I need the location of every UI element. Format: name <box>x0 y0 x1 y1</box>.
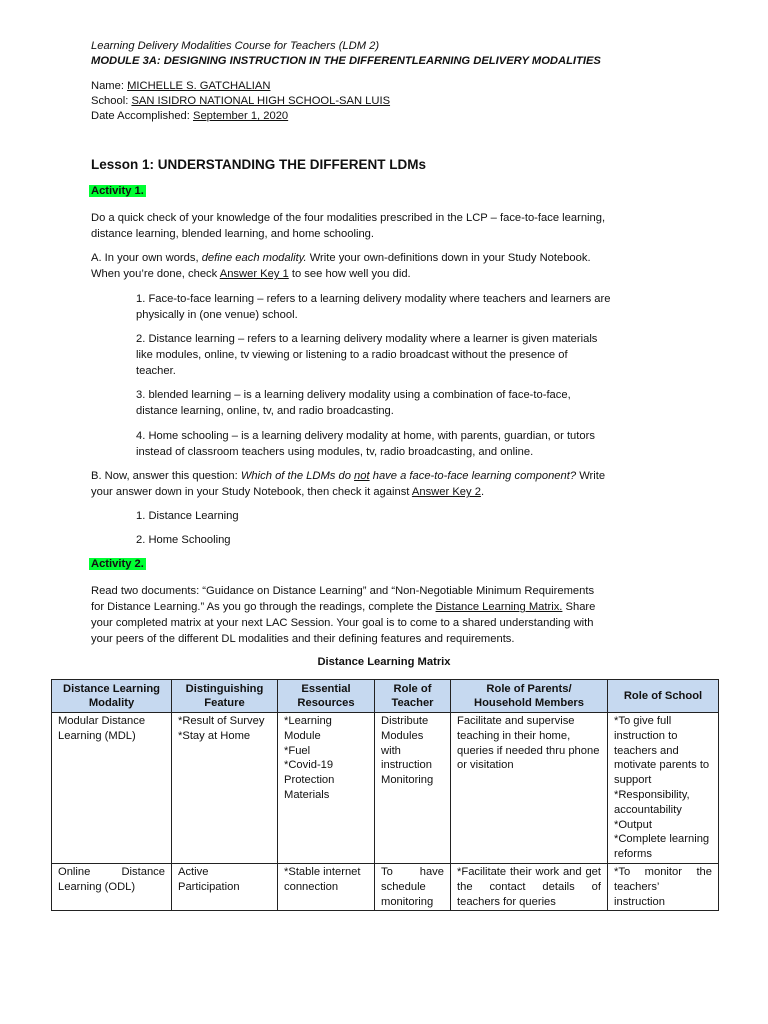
header-feature: Distinguishing Feature <box>172 680 278 713</box>
name-value: MICHELLE S. GATCHALIAN <box>127 80 271 92</box>
name-label: Name: <box>91 80 124 92</box>
cell-resources: *Stable internet connection <box>278 863 375 910</box>
activity1-intro-line2: distance learning, blended learning, and home schooling. <box>91 228 374 240</box>
school-label: School: <box>91 95 129 107</box>
definition-2-line2: like modules, online, tv viewing or listening to a radio broadcast without the presence of <box>136 349 568 361</box>
module-title: MODULE 3A: DESIGNING INSTRUCTION IN THE DIFFERENTLEARNING DELIVERY MODALITIES <box>91 55 601 67</box>
definition-2-line3: teacher. <box>136 365 176 377</box>
answer-1: 1. Distance Learning <box>136 510 239 522</box>
definition-4-line2: instead of classroom teachers using modules, tv, radio broadcasting, and online. <box>136 446 534 458</box>
matrix-header-row <box>52 680 719 713</box>
cell-parents: Facilitate and supervise teaching in their home, queries if needed thru phone or visitation <box>451 713 608 864</box>
cell-modality: Modular Distance Learning (MDL) <box>52 713 172 864</box>
activity2-line3: your completed matrix at your next LAC Session. Your goal is to come to a shared understanding with <box>91 617 594 629</box>
answer-key-1-link[interactable]: Answer Key 1 <box>219 268 289 280</box>
cell-resources <box>278 713 375 864</box>
definition-1 <box>136 291 610 323</box>
part-b-line2-pre: your answer down in your Study Notebook, then check it against <box>91 486 412 498</box>
date-value: September 1, 2020 <box>192 110 289 122</box>
header-school: Role of School <box>608 680 719 713</box>
date-line <box>91 110 288 122</box>
answer-2: 2. Home Schooling <box>136 534 231 546</box>
definition-3-line1: 3. blended learning – is a learning delivery modality using a combination of face-to-face, <box>136 389 571 401</box>
lesson-title: Lesson 1: UNDERSTANDING THE DIFFERENT LDMs <box>91 157 427 172</box>
part-a-line2-pre: When you’re done, check <box>91 268 220 280</box>
activity2-label-wrap <box>89 558 146 570</box>
distance-learning-matrix-link[interactable]: Distance Learning Matrix. <box>435 601 563 613</box>
cell-school: *To monitor the teachers’ instruction <box>608 863 719 910</box>
date-label: Date Accomplished: <box>91 110 190 122</box>
cell-teacher: Distribute Modules with instruction Monitoring <box>375 713 451 864</box>
cell-parents: *Facilitate their work and get the contact details of teachers for queries <box>451 863 608 910</box>
header-resources: Essential Resources <box>278 680 375 713</box>
cell-feature-text: *Result of Survey *Stay at Home <box>178 715 265 742</box>
part-b-italic-not: not <box>354 470 370 482</box>
header-modality: Distance Learning Modality <box>52 680 172 713</box>
activity2-instructions <box>91 583 595 647</box>
cell-school <box>608 713 719 864</box>
cell-resources-text: *Learning Module *Fuel *Covid-19 Protection Materials <box>284 715 335 801</box>
activity1-intro-line1: Do a quick check of your knowledge of the four modalities prescribed in the LCP – face-to-face learning, <box>91 212 606 224</box>
activity1-label: Activity 1. <box>91 185 144 197</box>
definition-2 <box>136 331 597 379</box>
cell-teacher: To have schedule monitoring <box>375 863 451 910</box>
definition-3-line2: distance learning, online, tv, and radio broadcasting. <box>136 405 394 417</box>
activity2-line2-pre: for Distance Learning.” As you go through the readings, complete the <box>91 601 436 613</box>
cell-modality: Online Distance Learning (ODL) <box>52 863 172 910</box>
name-line <box>91 80 270 92</box>
part-b-italic-pre: Which of the LDMs do <box>240 470 355 482</box>
part-a-prefix: A. In your own words, <box>91 252 202 264</box>
matrix-title: Distance Learning Matrix <box>317 656 451 668</box>
course-title: Learning Delivery Modalities Course for Teachers (LDM 2) <box>91 40 380 52</box>
definition-3 <box>136 387 571 419</box>
definition-1-line1: 1. Face-to-face learning – refers to a learning delivery modality where teachers and learners are <box>136 293 611 305</box>
definition-2-line1: 2. Distance learning – refers to a learning delivery modality where a learner is given materials <box>136 333 598 345</box>
activity1-intro <box>91 210 605 242</box>
part-b-line2-post: . <box>480 486 485 498</box>
part-b <box>91 468 605 500</box>
part-a-italic: define each modality. <box>201 252 307 264</box>
cell-feature <box>172 713 278 864</box>
header-parents: Role of Parents/ Household Members <box>451 680 608 713</box>
activity1-label-wrap <box>89 185 146 197</box>
answer-key-2-link[interactable]: Answer Key 2 <box>411 486 481 498</box>
table-row <box>52 863 719 910</box>
definition-4 <box>136 428 595 460</box>
activity2-line1: Read two documents: “Guidance on Distance Learning” and “Non-Negotiable Minimum Requirements <box>91 585 595 597</box>
activity2-label: Activity 2. <box>91 558 144 570</box>
part-a-rest: Write your own-definitions down in your Study Notebook. <box>306 252 591 264</box>
part-b-rest: Write <box>576 470 606 482</box>
header-teacher: Role of Teacher <box>375 680 451 713</box>
part-a <box>91 250 591 282</box>
distance-learning-matrix <box>51 679 719 911</box>
school-value: SAN ISIDRO NATIONAL HIGH SCHOOL-SAN LUIS <box>131 95 391 107</box>
part-b-prefix: B. Now, answer this question: <box>91 470 241 482</box>
part-a-line2-post: to see how well you did. <box>288 268 411 280</box>
cell-feature: Active Participation <box>172 863 278 910</box>
definition-1-line2: physically in (one venue) school. <box>136 309 298 321</box>
cell-school-text: *To give full instruction to teachers and motivate parents to support *Responsibility, accountability *Output *Complete learning reforms <box>614 715 710 861</box>
definition-4-line1: 4. Home schooling – is a learning delivery modality at home, with parents, guardian, or tutors <box>136 430 595 442</box>
part-b-italic-post: have a face-to-face learning component? <box>369 470 577 482</box>
activity2-line2-post: Share <box>562 601 596 613</box>
school-line <box>91 95 390 107</box>
table-row <box>52 713 719 864</box>
activity2-line4: your peers of the different DL modalities and their defining features and requirements. <box>91 633 515 645</box>
